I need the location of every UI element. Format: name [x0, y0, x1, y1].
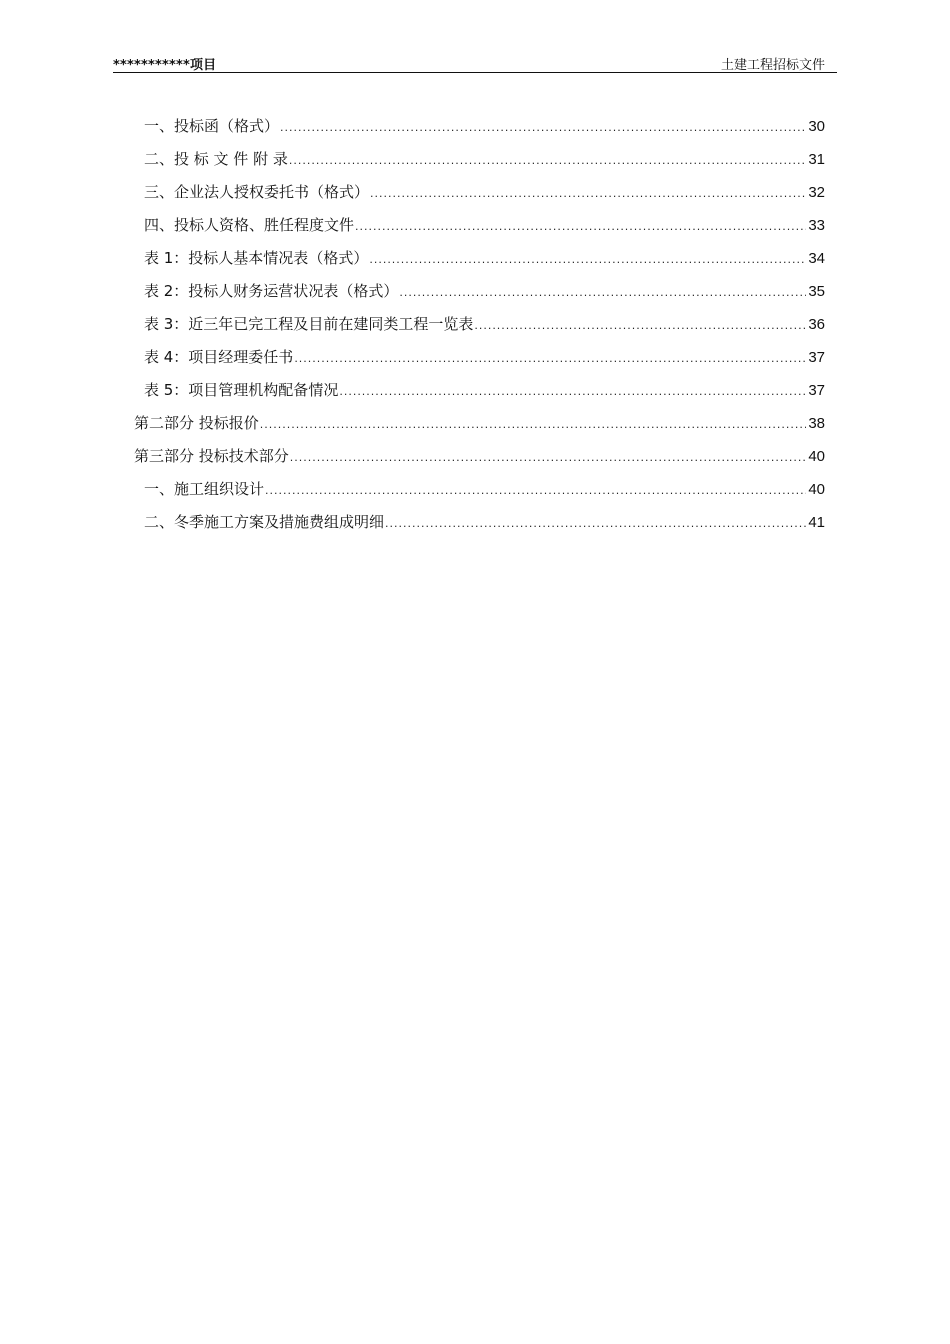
toc-dot-leader: [265, 478, 806, 504]
toc-dot-leader: [474, 313, 806, 339]
toc-entry-winter-construction-plan[interactable]: [144, 509, 825, 535]
toc-entry-table-2[interactable]: [144, 278, 825, 304]
toc-entry-table-5[interactable]: [144, 377, 825, 403]
toc-entry-title: 表 2：投标人财务运营状况表（格式）: [144, 282, 399, 300]
toc-dot-leader: [289, 148, 806, 174]
toc-page-number: 31: [808, 151, 825, 168]
toc-page-number: 30: [808, 118, 825, 135]
toc-page-number: 33: [808, 217, 825, 234]
toc-entry-construction-design[interactable]: [144, 476, 825, 502]
toc-entry-title: 表 4：项目经理委任书: [144, 348, 294, 366]
toc-page-number: 37: [808, 349, 825, 366]
toc-dot-leader: [385, 511, 806, 537]
toc-entry-title: 第三部分 投标技术部分: [134, 447, 289, 465]
toc-dot-leader: [355, 214, 806, 240]
toc-entry-title: 表 5：项目管理机构配备情况: [144, 381, 339, 399]
toc-entry-qualification-documents[interactable]: [144, 212, 825, 238]
toc-entry-title: 一、投标函（格式）: [144, 117, 280, 135]
header-document-title: 土建工程招标文件: [720, 58, 825, 73]
toc-entry-title: 表 1：投标人基本情况表（格式）: [144, 249, 369, 267]
toc-dot-leader: [399, 280, 806, 306]
toc-dot-leader: [290, 445, 806, 471]
toc-entry-part-2-bid-price[interactable]: [134, 410, 825, 436]
toc-page-number: 41: [808, 514, 825, 531]
header-project-name: ***********项目: [113, 58, 217, 73]
toc-entry-power-of-attorney[interactable]: [144, 179, 825, 205]
toc-dot-leader: [294, 346, 806, 372]
toc-page-number: 34: [808, 250, 825, 267]
toc-entry-bid-letter[interactable]: [144, 113, 825, 139]
toc-dot-leader: [260, 412, 806, 438]
toc-entry-bid-appendix[interactable]: [144, 146, 825, 172]
toc-dot-leader: [369, 247, 806, 273]
toc-entry-title: 二、冬季施工方案及措施费组成明细: [144, 513, 385, 531]
toc-page-number: 35: [808, 283, 825, 300]
toc-entry-table-3[interactable]: [144, 311, 825, 337]
toc-page-number: 40: [808, 481, 825, 498]
toc-entry-title: 四、投标人资格、胜任程度文件: [144, 216, 355, 234]
toc-page-number: 38: [808, 415, 825, 432]
toc-dot-leader: [370, 181, 806, 207]
toc-entry-title: 三、企业法人授权委托书（格式）: [144, 183, 370, 201]
toc-entry-title: 一、施工组织设计: [144, 480, 265, 498]
toc-dot-leader: [339, 379, 806, 405]
toc-entry-part-3-technical[interactable]: [134, 443, 825, 469]
page-header: [113, 53, 837, 73]
toc-entry-title: 第二部分 投标报价: [134, 414, 259, 432]
toc-entry-table-1[interactable]: [144, 245, 825, 271]
toc-page-number: 40: [808, 448, 825, 465]
toc-entry-table-4[interactable]: [144, 344, 825, 370]
toc-entry-title: 表 3：近三年已完工程及目前在建同类工程一览表: [144, 315, 474, 333]
toc-entry-title: 二、投 标 文 件 附 录: [144, 150, 288, 168]
toc-page-number: 37: [808, 382, 825, 399]
toc-page-number: 36: [808, 316, 825, 333]
toc-dot-leader: [280, 115, 806, 141]
toc-page-number: 32: [808, 184, 825, 201]
